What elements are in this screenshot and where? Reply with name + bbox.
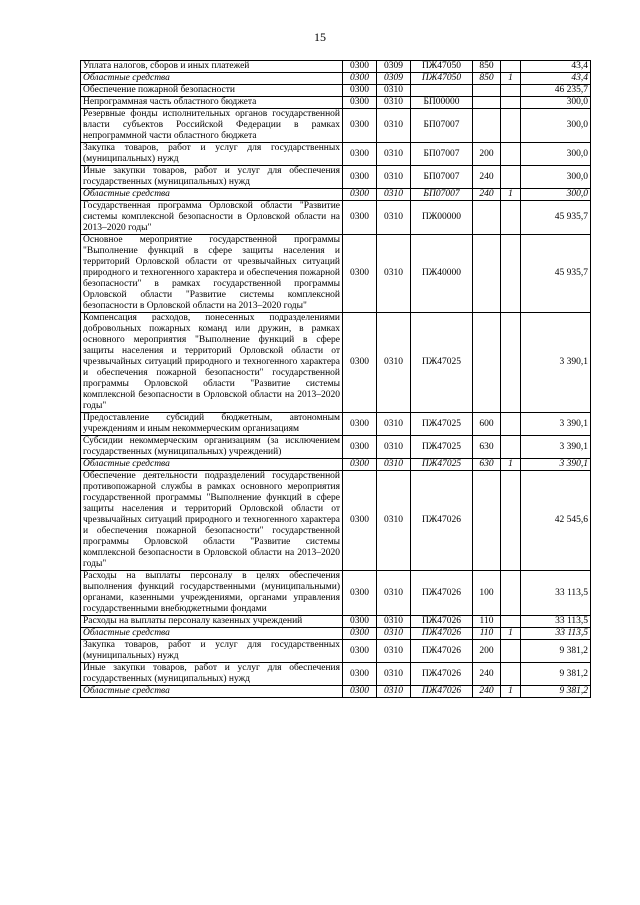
amount-cell: 42 545,6 <box>521 471 591 571</box>
subsection-code-cell: 0310 <box>377 628 411 640</box>
funding-source-cell <box>501 640 521 663</box>
amount-cell: 46 235,7 <box>521 85 591 97</box>
expense-name-cell: Обеспечение пожарной безопасности <box>81 85 343 97</box>
table-row <box>81 143 591 166</box>
expense-name-cell: Уплата налогов, сборов и иных платежей <box>81 61 343 73</box>
amount-cell: 300,0 <box>521 109 591 143</box>
section-code-cell: 0300 <box>343 686 377 698</box>
funding-source-cell <box>501 571 521 616</box>
subsection-code-cell: 0310 <box>377 686 411 698</box>
target-article-cell: ПЖ47026 <box>411 571 473 616</box>
expense-name-cell: Основное мероприятие государственной программы "Выполнение функций в сфере защиты населения и территорий Орловской области от чрезвычайных ситуаций природного и техногенного характера и обеспечения пожарной безопасности" в рамках государственной программы Орловской области "Развитие системы комплексной безопасности в Орловской области на 2013–2020 годы" <box>81 235 343 313</box>
table-row <box>81 571 591 616</box>
funding-source-cell <box>501 471 521 571</box>
expense-type-cell: 240 <box>473 686 501 698</box>
expense-name-cell: Областные средства <box>81 628 343 640</box>
expense-type-cell: 850 <box>473 73 501 85</box>
subsection-code-cell: 0310 <box>377 459 411 471</box>
target-article-cell: БП07007 <box>411 166 473 189</box>
subsection-code-cell: 0310 <box>377 235 411 313</box>
table-row <box>81 640 591 663</box>
amount-cell: 9 381,2 <box>521 663 591 686</box>
subsection-code-cell: 0310 <box>377 166 411 189</box>
expense-type-cell <box>473 109 501 143</box>
expense-name-cell: Областные средства <box>81 459 343 471</box>
subsection-code-cell: 0310 <box>377 436 411 459</box>
target-article-cell: ПЖ47026 <box>411 640 473 663</box>
section-code-cell: 0300 <box>343 61 377 73</box>
subsection-code-cell: 0309 <box>377 73 411 85</box>
expense-name-cell: Расходы на выплаты персоналу казенных учреждений <box>81 616 343 628</box>
expense-name-cell: Закупка товаров, работ и услуг для государственных (муниципальных) нужд <box>81 640 343 663</box>
target-article-cell: ПЖ47025 <box>411 459 473 471</box>
amount-cell: 43,4 <box>521 73 591 85</box>
expense-type-cell: 240 <box>473 166 501 189</box>
expense-type-cell: 240 <box>473 663 501 686</box>
table-row <box>81 235 591 313</box>
table-row <box>81 313 591 413</box>
section-code-cell: 0300 <box>343 471 377 571</box>
section-code-cell: 0300 <box>343 235 377 313</box>
table-row <box>81 73 591 85</box>
target-article-cell: ПЖ47025 <box>411 313 473 413</box>
funding-source-cell <box>501 313 521 413</box>
expense-name-cell: Закупка товаров, работ и услуг для государственных (муниципальных) нужд <box>81 143 343 166</box>
expense-name-cell: Резервные фонды исполнительных органов государственной власти субъектов Российской Федерации в рамках непрограммной части областного бюджета <box>81 109 343 143</box>
section-code-cell: 0300 <box>343 201 377 235</box>
funding-source-cell: 1 <box>501 73 521 85</box>
table-row <box>81 413 591 436</box>
subsection-code-cell: 0310 <box>377 143 411 166</box>
subsection-code-cell: 0310 <box>377 663 411 686</box>
funding-source-cell: 1 <box>501 686 521 698</box>
amount-cell: 300,0 <box>521 189 591 201</box>
amount-cell: 45 935,7 <box>521 235 591 313</box>
subsection-code-cell: 0310 <box>377 189 411 201</box>
expense-name-cell: Государственная программа Орловской области "Развитие системы комплексной безопасности в Орловской области на 2013–2020 годы" <box>81 201 343 235</box>
section-code-cell: 0300 <box>343 97 377 109</box>
expense-type-cell <box>473 97 501 109</box>
section-code-cell: 0300 <box>343 628 377 640</box>
section-code-cell: 0300 <box>343 189 377 201</box>
section-code-cell: 0300 <box>343 616 377 628</box>
funding-source-cell <box>501 97 521 109</box>
target-article-cell: БП07007 <box>411 189 473 201</box>
table-row <box>81 471 591 571</box>
funding-source-cell <box>501 143 521 166</box>
table-row <box>81 166 591 189</box>
amount-cell: 3 390,1 <box>521 413 591 436</box>
amount-cell: 33 113,5 <box>521 571 591 616</box>
target-article-cell <box>411 85 473 97</box>
budget-table <box>80 60 591 698</box>
expense-type-cell: 600 <box>473 413 501 436</box>
section-code-cell: 0300 <box>343 459 377 471</box>
amount-cell: 300,0 <box>521 97 591 109</box>
expense-type-cell <box>473 471 501 571</box>
target-article-cell: БП00000 <box>411 97 473 109</box>
target-article-cell: ПЖ47025 <box>411 436 473 459</box>
page-number: 15 <box>314 30 326 44</box>
funding-source-cell <box>501 85 521 97</box>
expense-name-cell: Компенсация расходов, понесенных подразделениями добровольных пожарных команд или дружин, в рамках основного мероприятия "Выполнение функций в сфере защиты населения и территорий Орловской области от чрезвычайных ситуаций природного и техногенного характера и обеспечения пожарной безопасности" государственной программы Орловской области "Развитие системы комплексной безопасности в Орловской области на 2013–2020 годы" <box>81 313 343 413</box>
table-row <box>81 109 591 143</box>
target-article-cell: ПЖ47050 <box>411 73 473 85</box>
subsection-code-cell: 0309 <box>377 61 411 73</box>
funding-source-cell: 1 <box>501 459 521 471</box>
section-code-cell: 0300 <box>343 73 377 85</box>
expense-name-cell: Предоставление субсидий бюджетным, автономным учреждениям и иным некоммерческим организациям <box>81 413 343 436</box>
target-article-cell: БП07007 <box>411 143 473 166</box>
expense-type-cell <box>473 85 501 97</box>
subsection-code-cell: 0310 <box>377 640 411 663</box>
subsection-code-cell: 0310 <box>377 413 411 436</box>
budget-table-body <box>81 61 591 698</box>
expense-type-cell: 630 <box>473 436 501 459</box>
subsection-code-cell: 0310 <box>377 201 411 235</box>
expense-type-cell: 200 <box>473 640 501 663</box>
section-code-cell: 0300 <box>343 313 377 413</box>
amount-cell: 300,0 <box>521 143 591 166</box>
expense-type-cell: 850 <box>473 61 501 73</box>
funding-source-cell <box>501 235 521 313</box>
table-row <box>81 97 591 109</box>
table-row <box>81 189 591 201</box>
funding-source-cell <box>501 436 521 459</box>
expense-type-cell <box>473 313 501 413</box>
section-code-cell: 0300 <box>343 640 377 663</box>
funding-source-cell: 1 <box>501 189 521 201</box>
subsection-code-cell: 0310 <box>377 97 411 109</box>
amount-cell: 43,4 <box>521 61 591 73</box>
section-code-cell: 0300 <box>343 85 377 97</box>
expense-type-cell: 630 <box>473 459 501 471</box>
subsection-code-cell: 0310 <box>377 313 411 413</box>
amount-cell: 3 390,1 <box>521 459 591 471</box>
subsection-code-cell: 0310 <box>377 85 411 97</box>
amount-cell: 9 381,2 <box>521 686 591 698</box>
target-article-cell: ПЖ47026 <box>411 471 473 571</box>
target-article-cell: ПЖ47026 <box>411 686 473 698</box>
expense-type-cell: 110 <box>473 628 501 640</box>
funding-source-cell <box>501 663 521 686</box>
expense-name-cell: Иные закупки товаров, работ и услуг для обеспечения государственных (муниципальных) нужд <box>81 166 343 189</box>
target-article-cell: ПЖ40000 <box>411 235 473 313</box>
section-code-cell: 0300 <box>343 413 377 436</box>
section-code-cell: 0300 <box>343 109 377 143</box>
table-row <box>81 85 591 97</box>
target-article-cell: БП07007 <box>411 109 473 143</box>
table-row <box>81 61 591 73</box>
expense-name-cell: Непрограммная часть областного бюджета <box>81 97 343 109</box>
funding-source-cell: 1 <box>501 628 521 640</box>
amount-cell: 33 113,5 <box>521 628 591 640</box>
expense-name-cell: Субсидии некоммерческим организациям (за исключением государственных (муниципальных) учреждений) <box>81 436 343 459</box>
expense-name-cell: Областные средства <box>81 686 343 698</box>
table-row <box>81 663 591 686</box>
table-row <box>81 201 591 235</box>
funding-source-cell <box>501 166 521 189</box>
target-article-cell: ПЖ00000 <box>411 201 473 235</box>
amount-cell: 9 381,2 <box>521 640 591 663</box>
section-code-cell: 0300 <box>343 571 377 616</box>
expense-type-cell: 100 <box>473 571 501 616</box>
section-code-cell: 0300 <box>343 663 377 686</box>
table-row <box>81 616 591 628</box>
expense-name-cell: Иные закупки товаров, работ и услуг для обеспечения государственных (муниципальных) нужд <box>81 663 343 686</box>
subsection-code-cell: 0310 <box>377 616 411 628</box>
table-row <box>81 436 591 459</box>
funding-source-cell <box>501 109 521 143</box>
expense-type-cell: 240 <box>473 189 501 201</box>
funding-source-cell <box>501 413 521 436</box>
amount-cell: 300,0 <box>521 166 591 189</box>
expense-name-cell: Областные средства <box>81 73 343 85</box>
section-code-cell: 0300 <box>343 143 377 166</box>
amount-cell: 33 113,5 <box>521 616 591 628</box>
expense-type-cell <box>473 201 501 235</box>
amount-cell: 3 390,1 <box>521 313 591 413</box>
expense-type-cell: 200 <box>473 143 501 166</box>
target-article-cell: ПЖ47026 <box>411 628 473 640</box>
funding-source-cell <box>501 201 521 235</box>
expense-name-cell: Расходы на выплаты персоналу в целях обеспечения выполнения функций государственными (муниципальными) органами, казенными учреждениями, органами управления государственными внебюджетными фондами <box>81 571 343 616</box>
funding-source-cell <box>501 61 521 73</box>
subsection-code-cell: 0310 <box>377 571 411 616</box>
amount-cell: 3 390,1 <box>521 436 591 459</box>
funding-source-cell <box>501 616 521 628</box>
expense-name-cell: Областные средства <box>81 189 343 201</box>
target-article-cell: ПЖ47026 <box>411 663 473 686</box>
amount-cell: 45 935,7 <box>521 201 591 235</box>
target-article-cell: ПЖ47025 <box>411 413 473 436</box>
table-row <box>81 459 591 471</box>
subsection-code-cell: 0310 <box>377 109 411 143</box>
subsection-code-cell: 0310 <box>377 471 411 571</box>
section-code-cell: 0300 <box>343 436 377 459</box>
target-article-cell: ПЖ47050 <box>411 61 473 73</box>
table-row <box>81 628 591 640</box>
expense-name-cell: Обеспечение деятельности подразделений государственной противопожарной службы в рамках основного мероприятия государственной программы "Выполнение функций в сфере защиты населения и территорий Орловской области от чрезвычайных ситуаций природного и техногенного характера и обеспечения пожарной безопасности" государственной программы Орловской области "Развитие системы комплексной безопасности в Орловской области на 2013–2020 годы" <box>81 471 343 571</box>
table-row <box>81 686 591 698</box>
target-article-cell: ПЖ47026 <box>411 616 473 628</box>
expense-type-cell: 110 <box>473 616 501 628</box>
expense-type-cell <box>473 235 501 313</box>
section-code-cell: 0300 <box>343 166 377 189</box>
